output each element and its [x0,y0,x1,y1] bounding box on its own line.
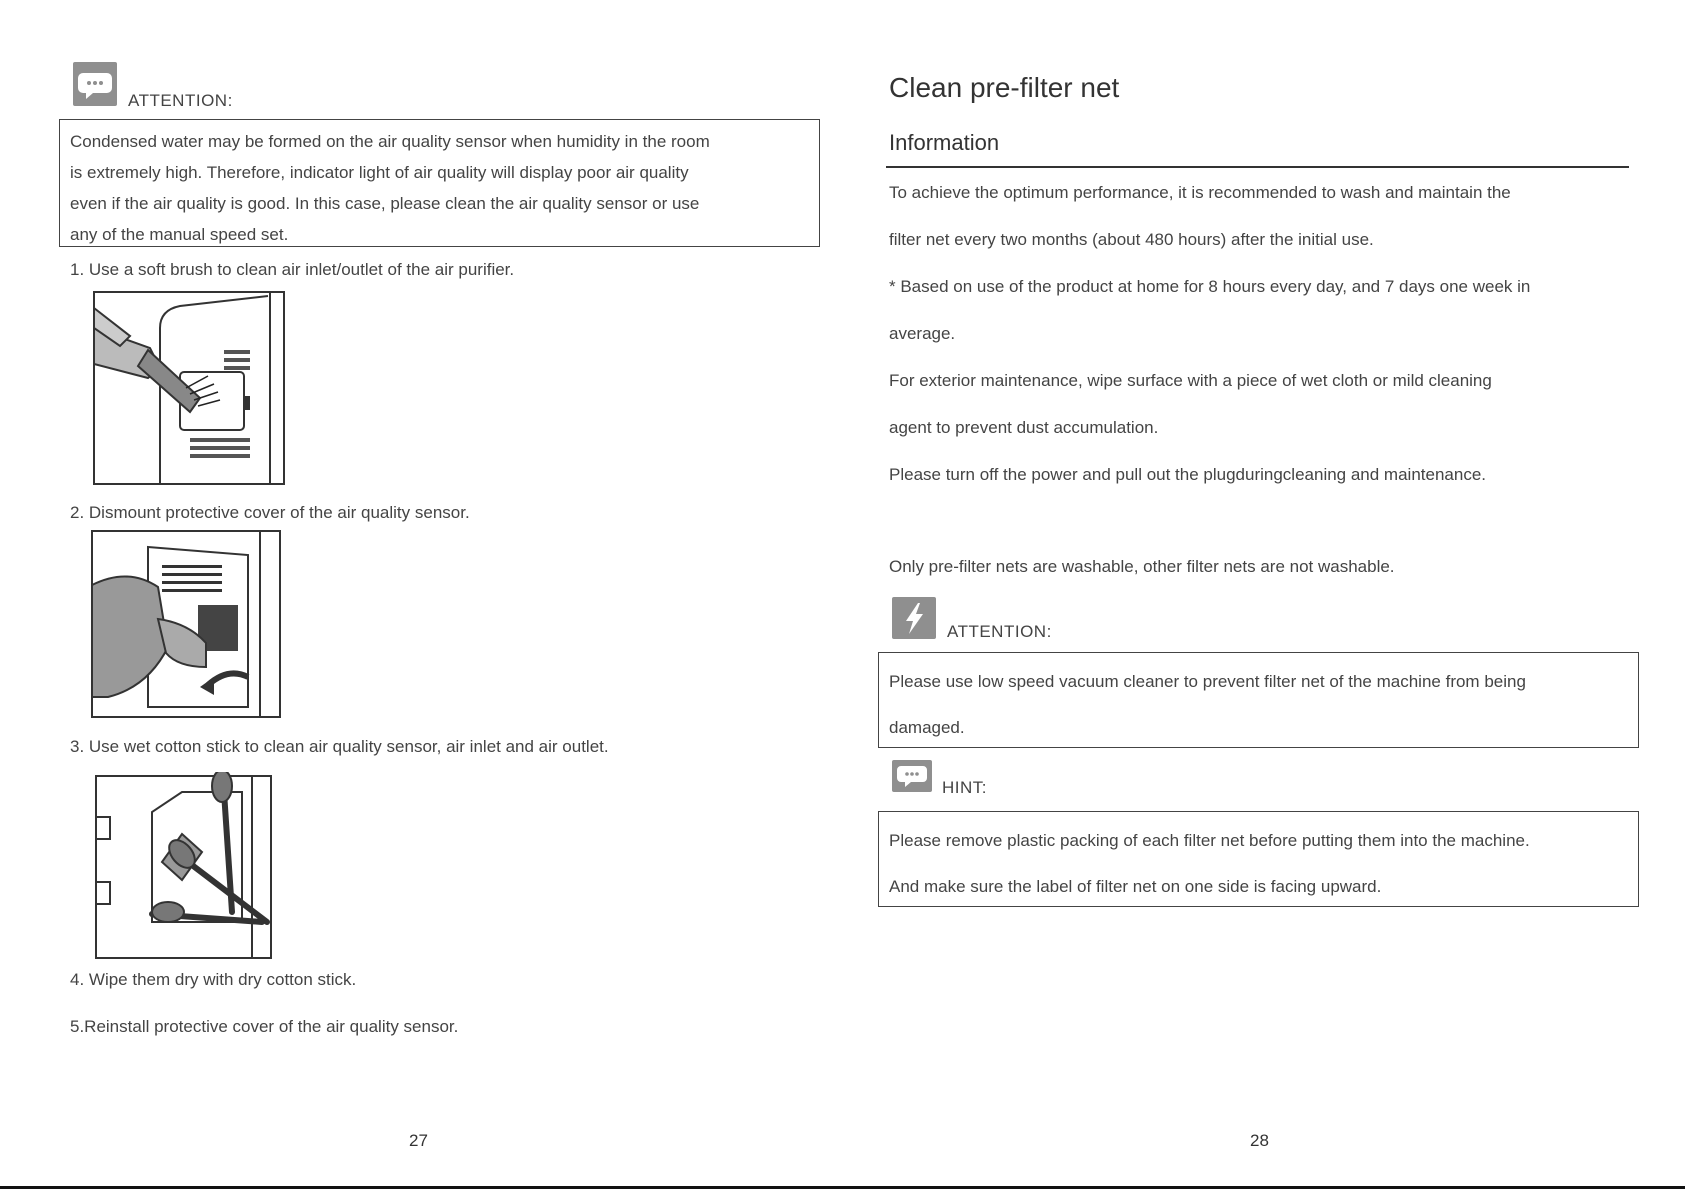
paragraph: agent to prevent dust accumulation. [889,418,1159,437]
hint-line: And make sure the label of filter net on one side is facing upward. [889,877,1382,896]
paragraph: To achieve the optimum performance, it is recommended to wash and maintain the [889,183,1511,202]
lightning-icon [892,597,936,639]
step-1: 1. Use a soft brush to clean air inlet/outlet of the air purifier. [70,260,515,279]
paragraph: Please turn off the power and pull out the plugduringcleaning and maintenance. [889,465,1487,484]
attention-line: is extremely high. Therefore, indicator light of air quality will display poor air quality [70,163,689,182]
attention-label: ATTENTION: [947,622,1052,641]
step-5: 5.Reinstall protective cover of the air quality sensor. [70,1017,459,1036]
page-title: Clean pre-filter net [889,72,1120,103]
brush-cleaning-illustration [90,288,290,488]
step-4: 4. Wipe them dry with dry cotton stick. [70,970,357,989]
attention-line: Please use low speed vacuum cleaner to prevent filter net of the machine from being [889,672,1526,691]
dismount-cover-illustration [88,527,288,722]
step-3: 3. Use wet cotton stick to clean air quality sensor, air inlet and air outlet. [70,737,609,756]
attention-line: Condensed water may be formed on the air quality sensor when humidity in the room [70,132,710,151]
page-number: 28 [1250,1131,1269,1150]
paragraph: For exterior maintenance, wipe surface with a piece of wet cloth or mild cleaning [889,371,1492,390]
hint-line: Please remove plastic packing of each filter net before putting them into the machine. [889,831,1530,850]
attention-line: even if the air quality is good. In this case, please clean the air quality sensor or use [70,194,700,213]
hint-label: HINT: [942,778,987,797]
right-page [842,0,1685,1191]
attention-box [878,652,1639,748]
section-divider [886,166,1629,168]
bottom-edge-line [0,1186,1685,1189]
speech-bubble-icon [73,62,117,106]
cotton-stick-illustration [92,772,277,962]
step-2: 2. Dismount protective cover of the air quality sensor. [70,503,470,522]
hint-box [878,811,1639,907]
paragraph: * Based on use of the product at home for 8 hours every day, and 7 days one week in [889,277,1531,296]
attention-line: damaged. [889,718,965,737]
paragraph: filter net every two months (about 480 hours) after the initial use. [889,230,1374,249]
section-subtitle: Information [889,130,1000,155]
paragraph: average. [889,324,956,343]
attention-box [59,119,820,247]
attention-label: ATTENTION: [128,91,233,110]
paragraph: Only pre-filter nets are washable, other filter nets are not washable. [889,557,1395,576]
left-page [0,0,842,1191]
page-number: 27 [409,1131,428,1150]
speech-bubble-icon [892,760,932,792]
attention-line: any of the manual speed set. [70,225,289,244]
